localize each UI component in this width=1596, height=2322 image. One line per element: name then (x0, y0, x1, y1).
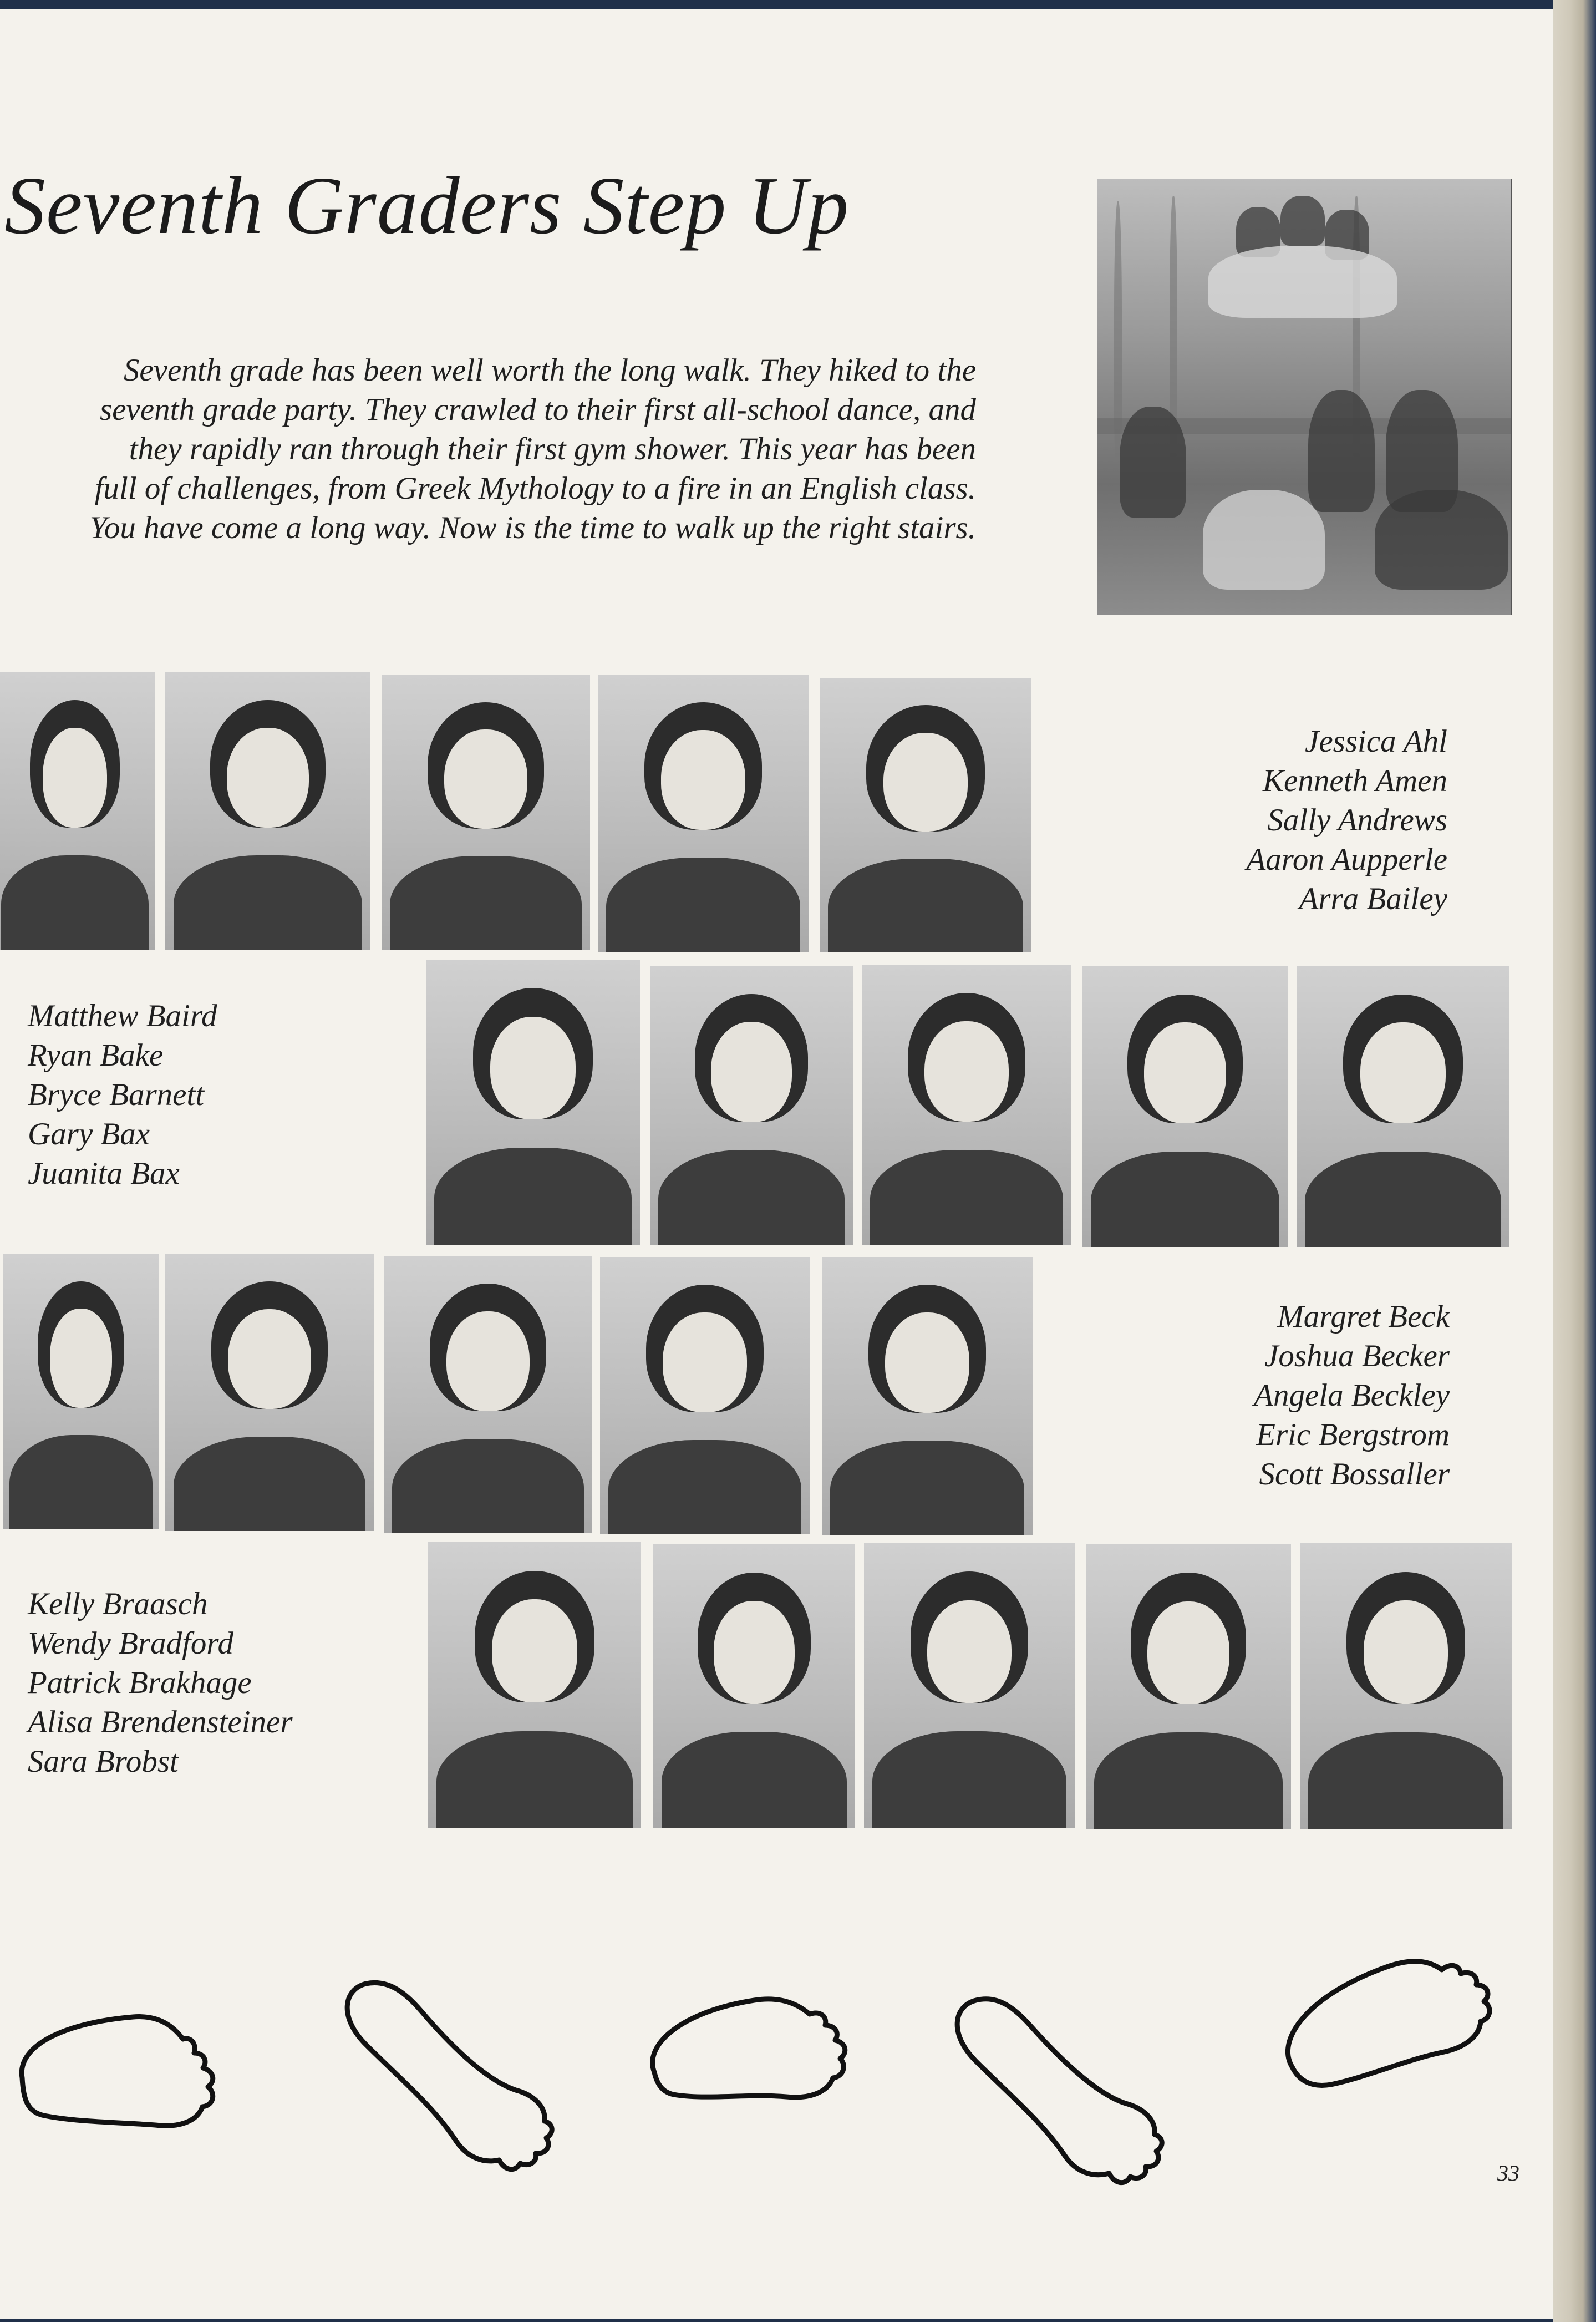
yearbook-page (0, 9, 1553, 2319)
student-name: Alisa Brendensteiner (28, 1705, 293, 1740)
student-name: Aaron Aupperle (1246, 842, 1447, 877)
student-portrait (862, 965, 1071, 1245)
book-spine-edge (1553, 0, 1596, 2322)
footprint-icon (347, 1983, 552, 2169)
name-list (1137, 1297, 1450, 1494)
student-name: Jessica Ahl (1305, 724, 1447, 759)
student-portrait (382, 675, 590, 950)
student-portrait (165, 672, 370, 950)
student-name: Kelly Braasch (28, 1586, 208, 1621)
student-portrait (165, 1254, 374, 1531)
student-portrait (384, 1256, 592, 1533)
student-name: Matthew Baird (28, 998, 217, 1033)
student-portrait (822, 1257, 1033, 1535)
student-portrait (0, 672, 155, 950)
intro-line: Seventh grade has been well worth the long walk. They hiked to the (123, 353, 976, 388)
student-name: Ryan Bake (28, 1038, 164, 1073)
student-name: Scott Bossaller (1259, 1457, 1450, 1492)
student-portrait (1300, 1543, 1512, 1829)
student-name: Sara Brobst (28, 1744, 179, 1779)
page-title: Seventh Graders Step Up (4, 160, 850, 251)
group-photo (1097, 179, 1512, 615)
student-name: Sally Andrews (1267, 803, 1447, 838)
student-portrait (864, 1543, 1075, 1828)
student-portrait (3, 1254, 159, 1529)
name-list (1137, 722, 1447, 919)
name-list (28, 1584, 416, 1781)
student-name: Patrick Brakhage (28, 1665, 252, 1700)
student-portrait (426, 960, 640, 1245)
student-name: Kenneth Amen (1263, 763, 1447, 798)
student-portrait (598, 675, 809, 952)
student-portrait (1297, 966, 1509, 1247)
student-name: Gary Bax (28, 1117, 150, 1152)
student-name: Angela Beckley (1254, 1378, 1450, 1413)
intro-line: seventh grade party. They crawled to their first all-school dance, and (100, 392, 976, 427)
footprint-icon (22, 2017, 213, 2126)
footprint-icon (1288, 1961, 1490, 2086)
intro-line: full of challenges, from Greek Mythology to a fire in an English class. (94, 471, 976, 506)
intro-line: they rapidly ran through their first gym shower. This year has been (129, 432, 976, 467)
student-portrait (1086, 1544, 1291, 1829)
intro-line: You have come a long way. Now is the time to walk up the right stairs. (89, 510, 976, 545)
footprint-icon (653, 1999, 845, 2097)
student-name: Bryce Barnett (28, 1077, 205, 1112)
student-portrait (428, 1542, 641, 1828)
footprint-icon (957, 1999, 1162, 2183)
student-portrait (653, 1544, 855, 1828)
student-portrait (600, 1257, 810, 1534)
student-name: Juanita Bax (28, 1156, 180, 1191)
intro-paragraph (0, 351, 976, 547)
name-list (28, 996, 360, 1193)
student-name: Wendy Bradford (28, 1626, 234, 1661)
student-name: Eric Bergstrom (1256, 1417, 1450, 1452)
student-portrait (650, 966, 853, 1245)
student-name: Margret Beck (1277, 1299, 1450, 1334)
student-name: Arra Bailey (1299, 881, 1447, 916)
student-portrait (1082, 966, 1288, 1247)
student-name: Joshua Becker (1264, 1339, 1450, 1373)
footprints-illustration (0, 1939, 1553, 2200)
page-number: 33 (1497, 2161, 1519, 2186)
student-portrait (820, 678, 1031, 952)
